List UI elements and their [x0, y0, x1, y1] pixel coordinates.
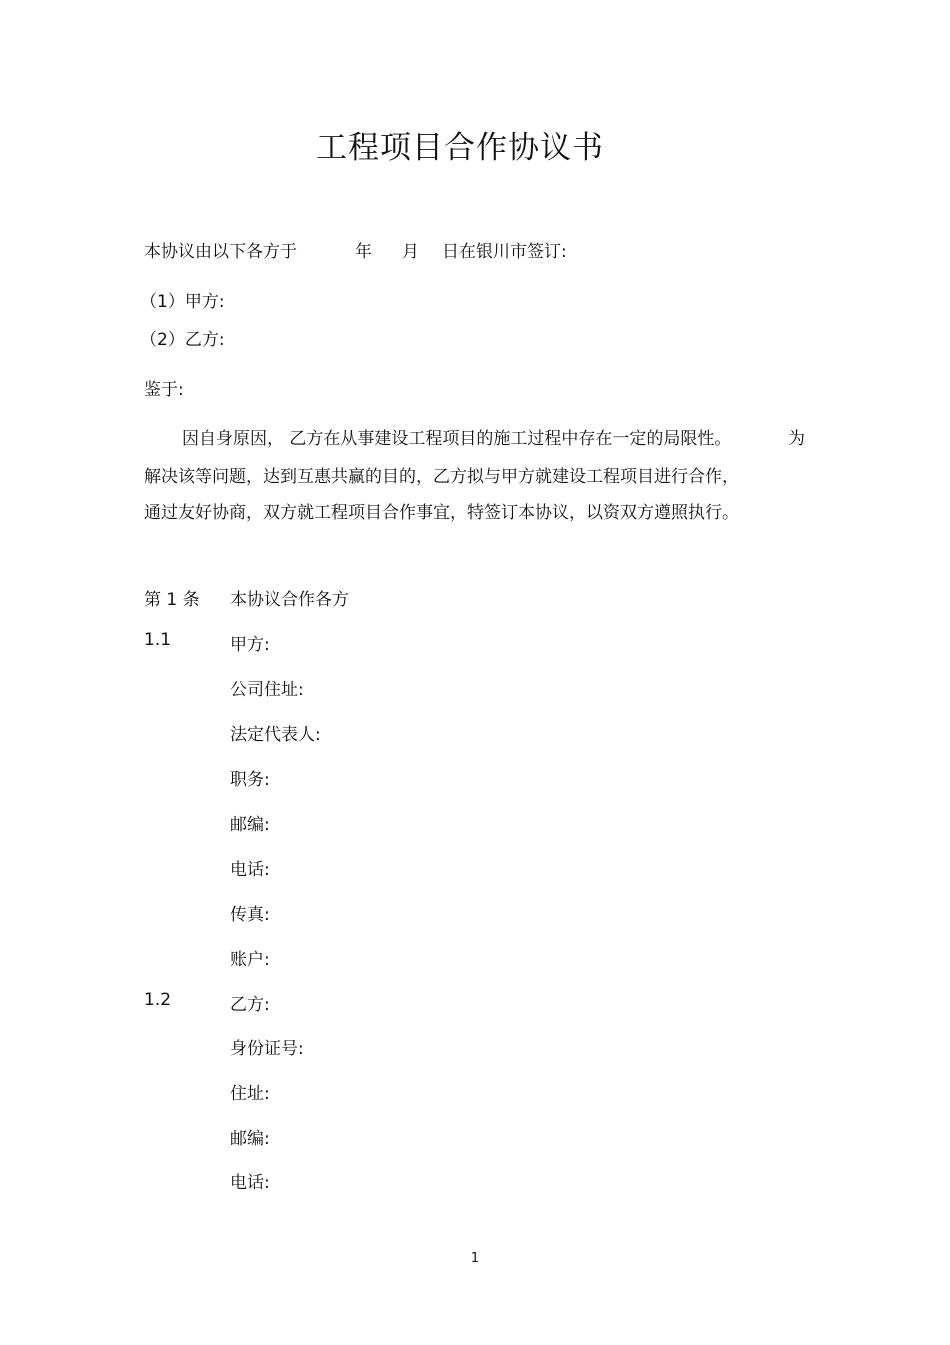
- recital-line-1: 因自身原因， 乙方在从事建设工程项目的施工过程中存在一定的局限性。: [182, 429, 732, 449]
- party-a-fax-field: 传真:: [230, 905, 270, 925]
- whereas-label: 鉴于:: [144, 380, 184, 400]
- document-title: 工程项目合作协议书: [316, 130, 604, 166]
- party-a-phone-field: 电话:: [230, 860, 270, 880]
- page-number: 1: [470, 1251, 480, 1266]
- party-b-line: （2）乙方:: [140, 330, 225, 350]
- party-a-postcode-field: 邮编:: [230, 815, 270, 835]
- intro-place: 日在银川市签订:: [442, 242, 567, 262]
- party-b-phone-field: 电话:: [230, 1173, 270, 1193]
- party-a-account-field: 账户:: [230, 950, 270, 970]
- party-a-line: （1）甲方:: [140, 292, 225, 312]
- party-b-field: 乙方:: [230, 995, 270, 1015]
- recital-line-3: 通过友好协商，双方就工程项目合作事宜，特签订本协议，以资双方遵照执行。: [144, 503, 739, 523]
- recital-line-1-tail: 为: [788, 429, 805, 449]
- intro-year: 年: [355, 242, 372, 262]
- party-b-address-field: 住址:: [230, 1084, 270, 1104]
- party-b-id-field: 身份证号:: [230, 1039, 304, 1059]
- party-a-address-field: 公司住址:: [230, 680, 304, 700]
- recital-line-2: 解决该等问题，达到互惠共赢的目的，乙方拟与甲方就建设工程项目进行合作，: [144, 467, 739, 487]
- party-a-field: 甲方:: [230, 635, 270, 655]
- party-a-legal-rep-field: 法定代表人:: [230, 725, 321, 745]
- article-1-number: 第 1 条: [144, 590, 200, 610]
- intro-month: 月: [402, 242, 419, 262]
- party-b-postcode-field: 邮编:: [230, 1129, 270, 1149]
- section-1-1-number: 1.1: [144, 630, 172, 650]
- intro-text: 本协议由以下各方于: [144, 242, 297, 262]
- party-a-position-field: 职务:: [230, 770, 270, 790]
- section-1-2-number: 1.2: [144, 990, 172, 1010]
- article-1-title: 本协议合作各方: [230, 590, 349, 610]
